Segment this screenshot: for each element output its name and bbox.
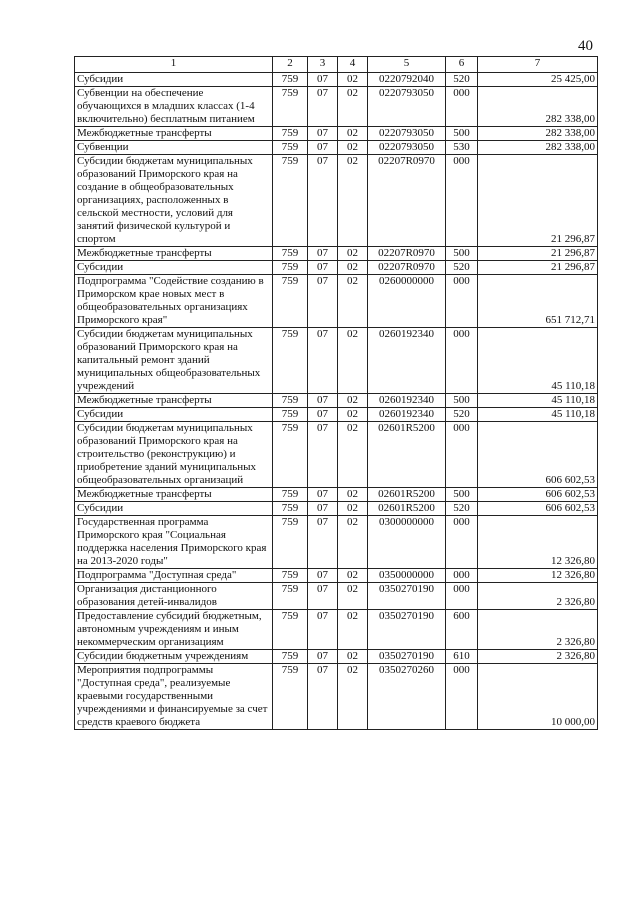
row-name: Межбюджетные трансферты — [75, 127, 273, 141]
row-expense-type: 000 — [446, 275, 478, 328]
row-target-article: 02207R0970 — [368, 247, 446, 261]
row-expense-type: 500 — [446, 488, 478, 502]
row-section-code: 07 — [308, 583, 338, 610]
row-name: Субсидии бюджетам муниципальных образований Приморского края на капитальный ремонт зданий муниципальных общеобразовательных учреждений — [75, 328, 273, 394]
row-expense-type: 000 — [446, 422, 478, 488]
row-section-code: 07 — [308, 141, 338, 155]
row-subsection-code: 02 — [338, 261, 368, 275]
table-row — [75, 488, 598, 502]
row-section-code: 07 — [308, 422, 338, 488]
row-target-article: 0220793050 — [368, 87, 446, 127]
row-target-article: 0350270260 — [368, 664, 446, 730]
header-cell: 2 — [273, 57, 308, 73]
row-target-article: 0260192340 — [368, 408, 446, 422]
row-subsection-code: 02 — [338, 650, 368, 664]
row-section-code: 07 — [308, 155, 338, 247]
table-row — [75, 650, 598, 664]
row-expense-type: 000 — [446, 516, 478, 569]
row-amount: 12 326,80 — [478, 569, 598, 583]
row-target-article: 0260192340 — [368, 328, 446, 394]
row-expense-type: 610 — [446, 650, 478, 664]
header-cell: 7 — [478, 57, 598, 73]
table-row — [75, 261, 598, 275]
row-ministry-code: 759 — [273, 583, 308, 610]
row-name: Субсидии бюджетам муниципальных образований Приморского края на строительство (реконструкцию) и приобретение зданий муниципальных общеобразовательных организаций — [75, 422, 273, 488]
page-number: 40 — [578, 38, 593, 54]
row-name: Субсидии бюджетам муниципальных образований Приморского края на создание в общеобразовательных организациях, расположенных в сельской местности, условий для занятий физической культурой и спортом — [75, 155, 273, 247]
row-section-code: 07 — [308, 127, 338, 141]
row-target-article: 02207R0970 — [368, 155, 446, 247]
row-ministry-code: 759 — [273, 650, 308, 664]
row-name: Межбюджетные трансферты — [75, 488, 273, 502]
row-target-article: 02601R5200 — [368, 488, 446, 502]
table-row — [75, 502, 598, 516]
row-subsection-code: 02 — [338, 664, 368, 730]
header-cell: 4 — [338, 57, 368, 73]
row-amount: 606 602,53 — [478, 502, 598, 516]
table-row — [75, 569, 598, 583]
row-target-article: 0260000000 — [368, 275, 446, 328]
row-ministry-code: 759 — [273, 87, 308, 127]
row-amount: 45 110,18 — [478, 394, 598, 408]
row-subsection-code: 02 — [338, 87, 368, 127]
row-ministry-code: 759 — [273, 488, 308, 502]
row-expense-type: 000 — [446, 87, 478, 127]
row-amount: 21 296,87 — [478, 247, 598, 261]
row-name: Субвенции — [75, 141, 273, 155]
row-expense-type: 600 — [446, 610, 478, 650]
table-row — [75, 516, 598, 569]
table-row — [75, 664, 598, 730]
table-row — [75, 275, 598, 328]
row-target-article: 0220793050 — [368, 127, 446, 141]
row-name: Субсидии — [75, 502, 273, 516]
row-ministry-code: 759 — [273, 328, 308, 394]
row-expense-type: 520 — [446, 261, 478, 275]
row-section-code: 07 — [308, 408, 338, 422]
row-name: Подпрограмма "Содействие созданию в Приморском крае новых мест в общеобразовательных организациях Приморского края" — [75, 275, 273, 328]
row-ministry-code: 759 — [273, 502, 308, 516]
row-subsection-code: 02 — [338, 127, 368, 141]
row-name: Субвенции на обеспечение обучающихся в младших классах (1-4 включительно) бесплатным питанием — [75, 87, 273, 127]
row-name: Субсидии — [75, 261, 273, 275]
row-section-code: 07 — [308, 650, 338, 664]
table-row — [75, 87, 598, 127]
row-name: Межбюджетные трансферты — [75, 394, 273, 408]
row-subsection-code: 02 — [338, 516, 368, 569]
table-row — [75, 394, 598, 408]
row-expense-type: 530 — [446, 141, 478, 155]
row-amount: 21 296,87 — [478, 155, 598, 247]
row-subsection-code: 02 — [338, 247, 368, 261]
row-expense-type: 000 — [446, 583, 478, 610]
row-section-code: 07 — [308, 87, 338, 127]
row-subsection-code: 02 — [338, 73, 368, 87]
table-header-row — [75, 57, 598, 73]
row-section-code: 07 — [308, 610, 338, 650]
row-ministry-code: 759 — [273, 422, 308, 488]
table-row — [75, 408, 598, 422]
row-amount: 2 326,80 — [478, 583, 598, 610]
row-ministry-code: 759 — [273, 127, 308, 141]
row-expense-type: 000 — [446, 569, 478, 583]
row-name: Организация дистанционного образования детей-инвалидов — [75, 583, 273, 610]
row-subsection-code: 02 — [338, 610, 368, 650]
row-amount: 45 110,18 — [478, 328, 598, 394]
row-amount: 2 326,80 — [478, 650, 598, 664]
row-expense-type: 500 — [446, 127, 478, 141]
row-section-code: 07 — [308, 328, 338, 394]
row-subsection-code: 02 — [338, 328, 368, 394]
row-amount: 606 602,53 — [478, 422, 598, 488]
table-row — [75, 247, 598, 261]
row-section-code: 07 — [308, 73, 338, 87]
row-amount: 282 338,00 — [478, 141, 598, 155]
row-name: Межбюджетные трансферты — [75, 247, 273, 261]
row-target-article: 0220792040 — [368, 73, 446, 87]
row-target-article: 0260192340 — [368, 394, 446, 408]
row-amount: 282 338,00 — [478, 127, 598, 141]
row-target-article: 0350000000 — [368, 569, 446, 583]
row-expense-type: 000 — [446, 328, 478, 394]
row-expense-type: 500 — [446, 247, 478, 261]
row-ministry-code: 759 — [273, 569, 308, 583]
row-subsection-code: 02 — [338, 155, 368, 247]
table-row — [75, 583, 598, 610]
row-subsection-code: 02 — [338, 394, 368, 408]
row-section-code: 07 — [308, 275, 338, 328]
table-row — [75, 610, 598, 650]
row-target-article: 02207R0970 — [368, 261, 446, 275]
row-subsection-code: 02 — [338, 488, 368, 502]
row-ministry-code: 759 — [273, 261, 308, 275]
budget-table — [74, 56, 598, 730]
row-target-article: 0350270190 — [368, 650, 446, 664]
table-row — [75, 73, 598, 87]
row-target-article: 02601R5200 — [368, 502, 446, 516]
row-target-article: 0350270190 — [368, 583, 446, 610]
row-subsection-code: 02 — [338, 422, 368, 488]
row-section-code: 07 — [308, 488, 338, 502]
table-row — [75, 141, 598, 155]
row-section-code: 07 — [308, 394, 338, 408]
row-expense-type: 500 — [446, 394, 478, 408]
row-amount: 25 425,00 — [478, 73, 598, 87]
row-amount: 282 338,00 — [478, 87, 598, 127]
row-name: Предоставление субсидий бюджетным, автономным учреждениям и иным некоммерческим организациям — [75, 610, 273, 650]
row-ministry-code: 759 — [273, 610, 308, 650]
row-ministry-code: 759 — [273, 394, 308, 408]
row-target-article: 0220793050 — [368, 141, 446, 155]
row-target-article: 0300000000 — [368, 516, 446, 569]
row-name: Подпрограмма "Доступная среда" — [75, 569, 273, 583]
row-amount: 21 296,87 — [478, 261, 598, 275]
header-cell: 1 — [75, 57, 273, 73]
row-ministry-code: 759 — [273, 73, 308, 87]
table-row — [75, 422, 598, 488]
row-ministry-code: 759 — [273, 275, 308, 328]
row-subsection-code: 02 — [338, 569, 368, 583]
header-cell: 3 — [308, 57, 338, 73]
row-section-code: 07 — [308, 569, 338, 583]
row-subsection-code: 02 — [338, 141, 368, 155]
row-target-article: 02601R5200 — [368, 422, 446, 488]
row-name: Государственная программа Приморского края "Социальная поддержка населения Приморского края на 2013-2020 годы" — [75, 516, 273, 569]
header-cell: 6 — [446, 57, 478, 73]
row-ministry-code: 759 — [273, 247, 308, 261]
row-subsection-code: 02 — [338, 408, 368, 422]
row-ministry-code: 759 — [273, 408, 308, 422]
row-subsection-code: 02 — [338, 583, 368, 610]
row-ministry-code: 759 — [273, 516, 308, 569]
row-amount: 606 602,53 — [478, 488, 598, 502]
row-section-code: 07 — [308, 502, 338, 516]
row-name: Мероприятия подпрограммы "Доступная среда", реализуемые краевыми государственными учреждениями и финансируемые за счет средств краевого бюджета — [75, 664, 273, 730]
row-expense-type: 520 — [446, 408, 478, 422]
row-amount: 12 326,80 — [478, 516, 598, 569]
row-ministry-code: 759 — [273, 141, 308, 155]
row-section-code: 07 — [308, 516, 338, 569]
row-ministry-code: 759 — [273, 155, 308, 247]
row-amount: 651 712,71 — [478, 275, 598, 328]
row-name: Субсидии — [75, 73, 273, 87]
table-row — [75, 127, 598, 141]
row-target-article: 0350270190 — [368, 610, 446, 650]
row-name: Субсидии — [75, 408, 273, 422]
row-expense-type: 520 — [446, 73, 478, 87]
row-expense-type: 520 — [446, 502, 478, 516]
row-subsection-code: 02 — [338, 502, 368, 516]
row-section-code: 07 — [308, 664, 338, 730]
row-subsection-code: 02 — [338, 275, 368, 328]
row-amount: 10 000,00 — [478, 664, 598, 730]
row-expense-type: 000 — [446, 155, 478, 247]
row-amount: 45 110,18 — [478, 408, 598, 422]
row-section-code: 07 — [308, 261, 338, 275]
header-cell: 5 — [368, 57, 446, 73]
row-amount: 2 326,80 — [478, 610, 598, 650]
row-name: Субсидии бюджетным учреждениям — [75, 650, 273, 664]
row-section-code: 07 — [308, 247, 338, 261]
row-ministry-code: 759 — [273, 664, 308, 730]
table-row — [75, 155, 598, 247]
table-row — [75, 328, 598, 394]
row-expense-type: 000 — [446, 664, 478, 730]
